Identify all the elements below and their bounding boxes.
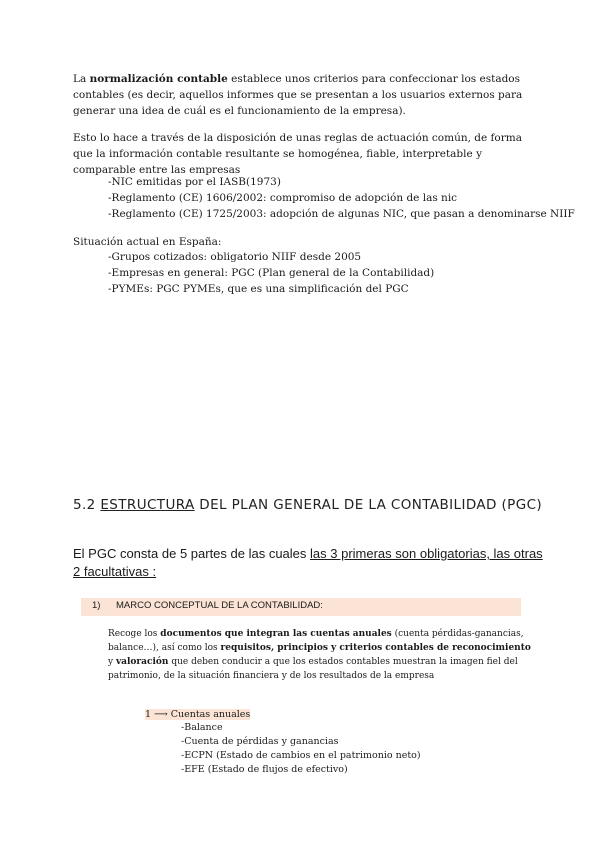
part1-title-text: MARCO CONCEPTUAL DE LA CONTABILIDAD: <box>116 600 323 611</box>
section-heading-rest: DEL PLAN GENERAL DE LA CONTABILIDAD (PGC) <box>194 497 543 513</box>
list-item: -NIC emitidas por el IASB(1973) <box>108 176 281 188</box>
paragraph-reglas: Esto lo hace a través de la disposición de unas reglas de actuación común, de forma que la información contable resultante se homogénea, fiable, interpretable y comparable entre las empresas <box>73 132 522 176</box>
part1-title <box>92 600 323 611</box>
part1-bold: requisitos, principios y criterios contables de reconocimiento <box>220 643 531 653</box>
intro-paragraph <box>73 545 543 581</box>
list-item: -Reglamento (CE) 1725/2003: adopción de algunas NIC, que pasan a denominarse NIIF <box>108 208 575 220</box>
list-cuentas-anuales <box>181 721 421 777</box>
part1-bold: valoración <box>115 657 169 667</box>
list-normas <box>108 174 575 222</box>
part1-text: que deben conducir a que los estados contables muestran la imagen fiel del patrimonio, de la situación financiera y de los resultados de la empresa <box>108 657 518 681</box>
list-item: -ECPN (Estado de cambios en el patrimonio neto) <box>181 750 421 761</box>
section-heading <box>73 497 542 513</box>
part1-description <box>108 627 533 683</box>
section-number: 5.2 <box>73 497 101 513</box>
list-item: -Cuenta de pérdidas y ganancias <box>181 736 339 747</box>
list-item: -PYMEs: PGC PYMEs, que es una simplificación del PGC <box>108 283 409 295</box>
cuentas-anuales-text: 1 ⟶ Cuentas anuales <box>145 709 251 720</box>
part1-text: (cuenta pérdidas-ganancias, balance…), así como los <box>108 629 524 653</box>
part1-text: y <box>108 657 116 667</box>
para1-bold-term: normalización contable <box>89 73 228 85</box>
list-item: -Grupos cotizados: obligatorio NIIF desde 2005 <box>108 251 362 263</box>
list-item: -EFE (Estado de flujos de efectivo) <box>181 764 348 775</box>
intro-underlined: las 3 primeras son obligatorias, las otras 2 facultativas : <box>73 546 543 579</box>
para1-text-pre: La <box>73 73 90 85</box>
section-underlined-word: ESTRUCTURA <box>100 497 195 513</box>
paragraph-normalizacion <box>73 71 533 119</box>
part1-bold: documentos que integran las cuentas anuales <box>160 629 392 639</box>
list-situacion <box>108 249 434 297</box>
part1-text: Recoge los <box>108 629 161 639</box>
list-item: -Empresas en general: PGC (Plan general de la Contabilidad) <box>108 267 435 279</box>
cuentas-anuales-label <box>145 708 250 722</box>
situacion-title: Situación actual en España: <box>73 236 222 248</box>
intro-text: El PGC consta de 5 partes de las cuales <box>73 546 311 561</box>
para1-text-post: establece unos criterios para confeccionar los estados contables (es decir, aquellos informes que se presentan a los usuarios externos para generar una idea de cuál es el funcionamiento de la empresa). <box>73 73 523 117</box>
part1-number: 1) <box>92 600 101 611</box>
list-item: -Balance <box>181 722 223 733</box>
list-item: -Reglamento (CE) 1606/2002: compromiso de adopción de las nic <box>108 192 458 204</box>
